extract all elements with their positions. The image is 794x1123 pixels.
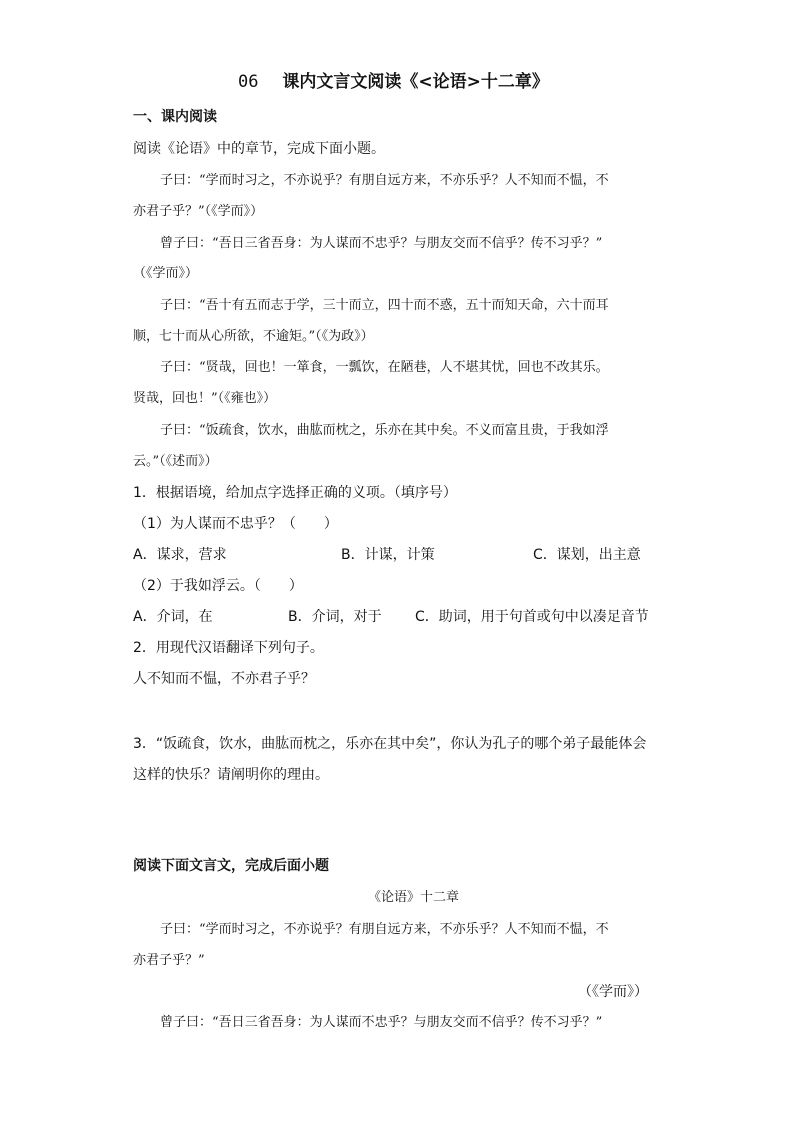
passage-line: 顺，七十而从心所欲，不逾矩。”（《为政》） (133, 329, 374, 344)
passage-line: 子曰：“吾十有五而志于学，三十而立，四十而不惑，五十而知天命，六十而耳 (160, 298, 609, 313)
passage-line: 子曰：“学而时习之，不亦说乎？有朋自远方来，不亦乐乎？人不知而不愠，不 (160, 922, 609, 937)
question-3-line: 3．“饭疏食，饮水，曲肱而枕之，乐亦在其中矣”，你认为孔子的哪个弟子最能体会 (133, 736, 647, 752)
option-a[interactable]: A．介词，在 (133, 609, 213, 625)
question-1-sub1: （1）为人谋而不忠乎？（ ） (133, 516, 338, 532)
passage-line: 子曰：“贤哉，回也！一箪食，一瓢饮，在陋巷，人不堪其忧，回也不改其乐。 (160, 360, 609, 375)
passage-line: 云。”（《述而》） (133, 454, 218, 469)
page-title (238, 73, 549, 91)
question-1-sub2: （2）于我如浮云。（ ） (133, 578, 303, 594)
passage-line: 亦君子乎？” (133, 953, 205, 968)
question-2-sentence: 人不知而不愠，不亦君子乎？ (133, 671, 315, 687)
passage-line: 亦君子乎？”（《学而》） (133, 204, 264, 219)
passage-line: 贤哉，回也！”（《雍也》） (133, 391, 277, 406)
intro-text: 阅读《论语》中的章节，完成下面小题。 (133, 141, 385, 157)
section-subtitle: 《论语》十二章 (368, 890, 460, 905)
option-c[interactable]: C．谋划，出主意 (533, 547, 641, 563)
passage-line: 子曰：“学而时习之，不亦说乎？有朋自远方来，不亦乐乎？人不知而不愠，不 (160, 173, 609, 188)
option-c[interactable]: C．助词，用于句首或句中以凑足音节 (415, 609, 649, 625)
section-heading: 阅读下面文言文，完成后面小题 (133, 858, 329, 874)
title-text: 课内文言文阅读《<论语>十二章》 (282, 72, 549, 92)
passage-line: 子曰：“饭疏食，饮水，曲肱而枕之，乐亦在其中矣。不义而富且贵，于我如浮 (160, 423, 609, 438)
title-number: 06 (238, 72, 259, 92)
option-b[interactable]: B．介词，对于 (288, 609, 382, 625)
question-2-stem: 2．用现代汉语翻译下列句子。 (133, 640, 324, 656)
source-label: （《学而》） (578, 984, 648, 1000)
question-3-line: 这样的快乐？请阐明你的理由。 (133, 767, 329, 783)
option-a[interactable]: A．谋求，营求 (133, 547, 227, 563)
section-heading: 一、课内阅读 (133, 109, 217, 125)
passage-line: 曾子曰：“吾日三省吾身：为人谋而不忠乎？与朋友交而不信乎？传不习乎？” (160, 236, 603, 251)
passage-line: （《学而》） (133, 266, 199, 281)
question-1-stem: 1．根据语境，给加点字选择正确的义项。（填序号） (133, 485, 457, 501)
passage-line: 曾子曰：“吾日三省吾身：为人谋而不忠乎？与朋友交而不信乎？传不习乎？” (160, 1015, 603, 1030)
option-b[interactable]: B．计谋，计策 (341, 547, 435, 563)
